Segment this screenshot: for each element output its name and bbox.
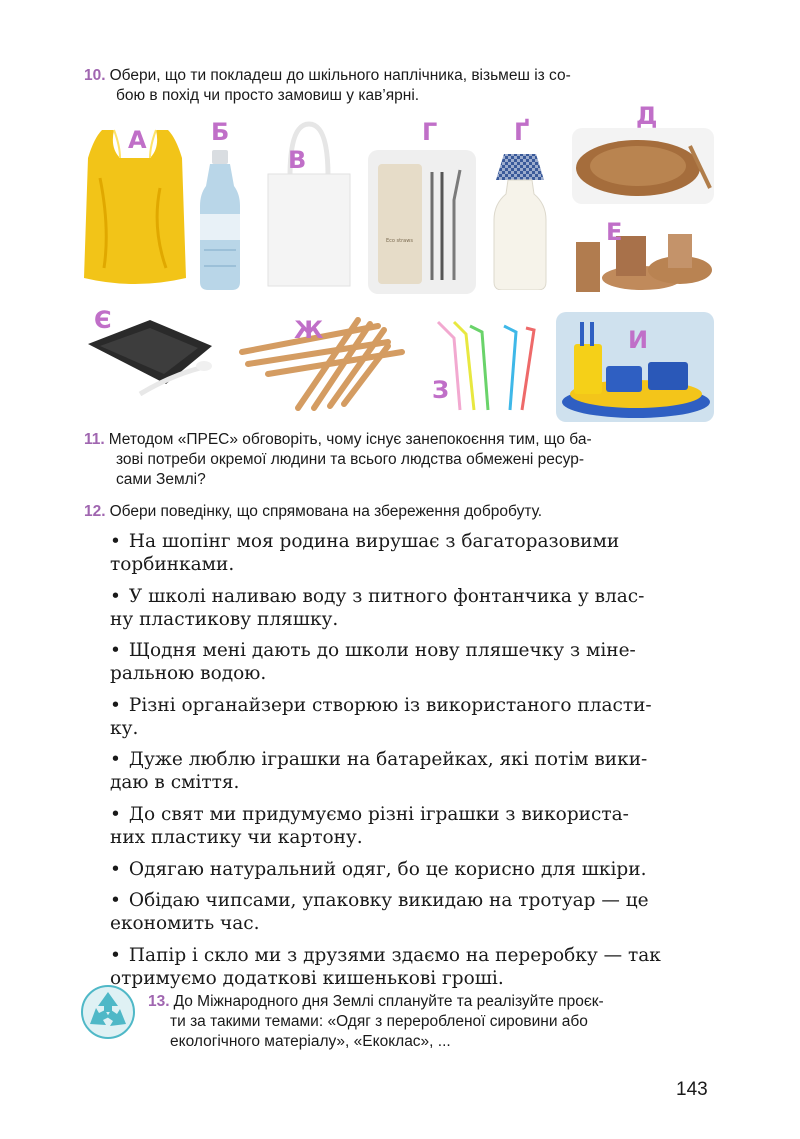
image-milk-bottle [490,150,550,290]
list-item: • Щодня мені дають до школи нову пляшечку з міне- ральною водою. [110,640,636,685]
image-label-letter: З [432,376,450,404]
task-number: 11. [84,431,105,448]
list-item: • Обідаю чипсами, упаковку викидаю на тротуар — це економить час. [110,890,649,935]
image-label-letter: В [288,146,307,174]
image-label-letter: Г [422,118,438,146]
bullet-dot: • [110,803,121,825]
list-item: • Дуже люблю іграшки на батарейках, які потім вики- даю в сміття. [110,749,648,794]
task-text-line: бою в похід чи просто замовиш у кав’ярні. [116,87,420,104]
image-tote-bag [264,120,354,290]
image-label-letter: Д [636,102,658,130]
svg-text:Eco straws: Eco straws [386,238,413,244]
bullet-dot: • [110,890,121,912]
task-text-line: ти за такими темами: «Одяг з переробленої сировини або [170,1013,588,1030]
image-label-letter: А [128,126,147,154]
image-label-letter: И [628,326,649,354]
list-item: • На шопінг моя родина вирушає з багаторазовими торбинками. [110,531,620,575]
image-eco-plate [572,128,714,204]
list-item: • Різні органайзери створюю із використаного пласти- ку. [110,694,652,739]
image-label-letter: Ґ [514,118,530,146]
task-number: 10. [84,67,106,84]
task-13 [148,992,718,1052]
task-text-line: Методом «ПРЕС» обговоріть, чому існує занепокоєння тим, що ба- [108,431,592,448]
image-label-letter: Ж [294,316,324,344]
list-item: • До свят ми придумуємо різні іграшки з використа- них пластику чи картону. [110,803,629,848]
behavior-list [110,530,720,998]
task-10 [84,66,716,106]
image-label-letter: Б [211,118,230,146]
bullet-dot: • [110,531,121,552]
bullet-dot: • [110,694,121,716]
task-text-line: зові потреби окремої людини та всього людства обмежені ресур- [116,451,585,468]
image-water-bottle [196,150,244,290]
task-text-line: Обери, що ти покладеш до шкільного наплічника, візьмеш із со- [109,67,571,84]
bullet-dot: • [110,640,121,662]
image-label-letter: Е [606,218,623,246]
image-label-letter: Є [94,306,112,334]
bullet-dot: • [110,749,121,771]
image-paper-dishes [572,216,714,300]
task-text-line: Обери поведінку, що спрямована на збереження добробуту. [109,503,543,520]
list-item: • У школі наливаю воду з питного фонтанчика у влас- ну пластикову пляшку. [110,585,645,630]
bullet-dot: • [110,944,121,966]
task-text-line: сами Землі? [116,471,206,488]
task-number: 13. [148,993,170,1010]
recycle-icon [80,984,136,1040]
task-11 [84,430,716,490]
list-item: • Папір і скло ми з друзями здаємо на переробку — так отримуємо додаткові кишенькові гроші. [110,944,661,989]
image-metal-straws [368,150,476,294]
page-number: 143 [676,1079,708,1100]
task-text-line: екологічного матеріалу», «Екоклас», ... [170,1033,451,1050]
task-number: 12. [84,503,106,520]
bullet-dot: • [110,585,121,607]
list-item: • Одягаю натуральний одяг, бо це корисно для шкіри. [110,858,647,880]
task-12 [84,502,716,522]
task-text-line: До Міжнародного дня Землі сплануйте та реалізуйте проєк- [173,993,604,1010]
bullet-dot: • [110,858,121,880]
